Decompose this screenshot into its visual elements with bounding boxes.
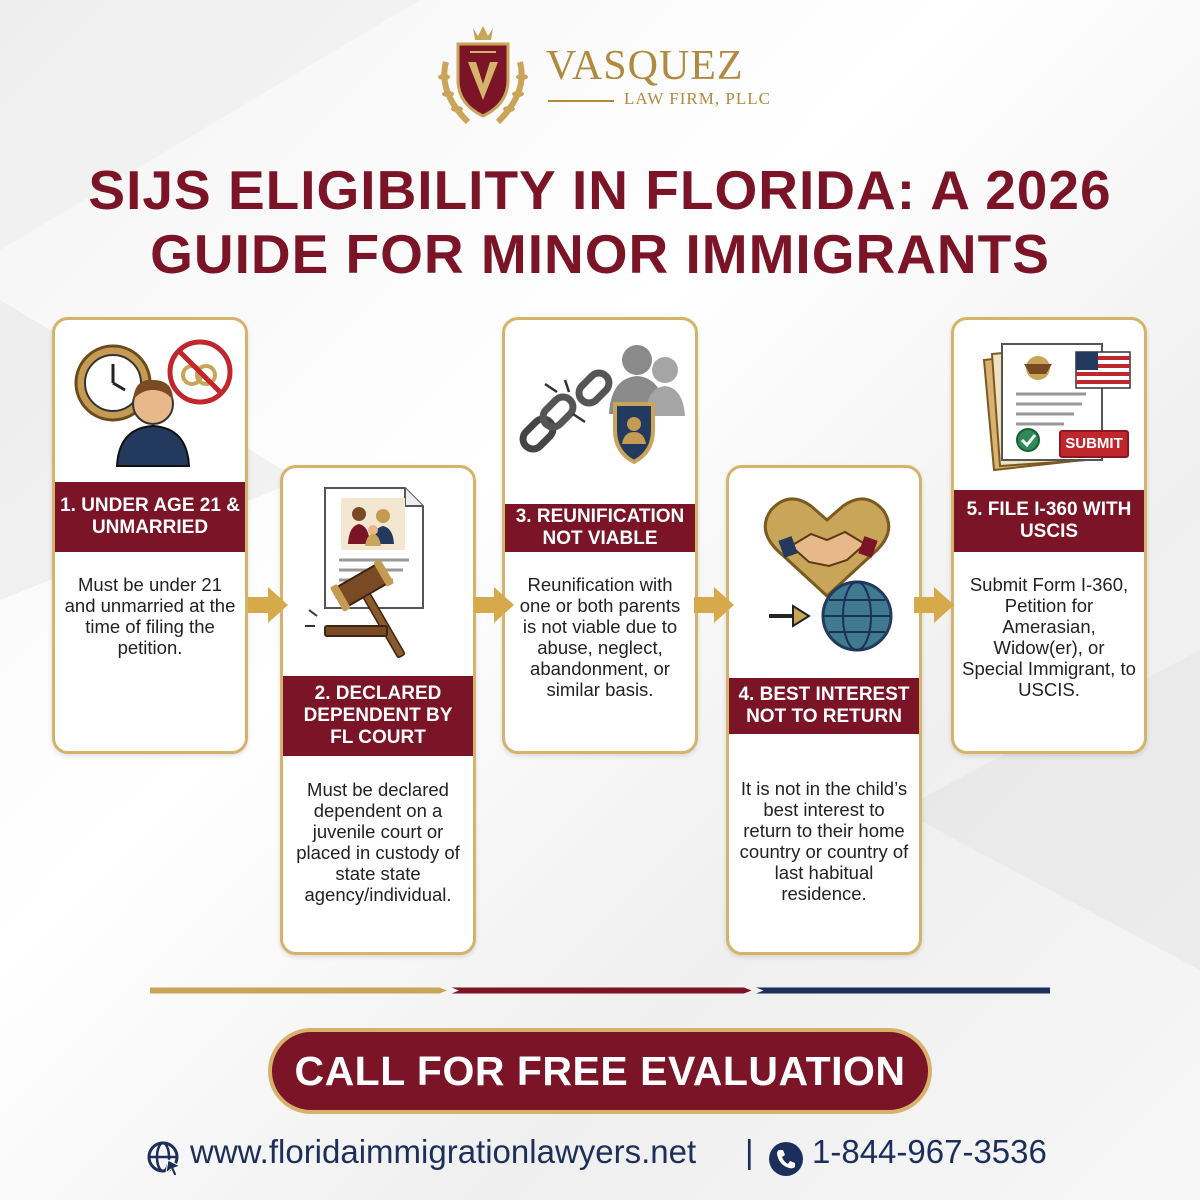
step-heading-3: 3. REUNIFICATION NOT VIABLE	[505, 504, 695, 552]
step-card-5	[951, 317, 1147, 754]
page-title-line-1: SIJS ELIGIBILITY IN FLORIDA: A 2026	[88, 159, 1112, 221]
laurel-shield-icon	[428, 22, 538, 132]
brand-name: VASQUEZ	[546, 43, 744, 89]
step-arrow-2-icon	[472, 583, 516, 627]
document-gavel-icon	[283, 468, 476, 668]
step-heading-4: 4. BEST INTEREST NOT TO RETURN	[729, 678, 919, 734]
globe-cursor-icon	[146, 1140, 184, 1178]
step-card-1	[52, 317, 248, 754]
step-arrow-3-icon	[692, 583, 736, 627]
step-description-1: Must be under 21 and unmarried at the time of filing the petition.	[64, 574, 236, 658]
submit-stamp: SUBMIT	[1059, 430, 1129, 458]
contact-separator: |	[745, 1133, 754, 1170]
step-heading-5: 5. FILE I-360 WITH USCIS	[954, 490, 1144, 552]
step-card-3	[502, 317, 698, 754]
step-description-3: Reunification with one or both parents is not viable due to abuse, neglect, abandonment, or similar basis.	[519, 574, 681, 700]
brand-divider	[548, 100, 614, 102]
tricolor-divider	[0, 986, 1200, 995]
page-title-line-2: GUIDE FOR MINOR IMMIGRANTS	[150, 223, 1050, 285]
step-description-2: Must be declared dependent on a juvenile court or placed in custody of state state agency/individual.	[296, 779, 460, 905]
step-card-4	[726, 465, 922, 955]
step-card-2	[280, 465, 476, 955]
call-evaluation-button[interactable]: CALL FOR FREE EVALUATION	[268, 1028, 932, 1114]
broken-chain-shield-icon	[505, 320, 698, 490]
brand-subtitle: LAW FIRM, PLLC	[624, 89, 771, 108]
heart-handshake-globe-icon	[729, 468, 922, 668]
step-arrow-4-icon	[912, 583, 956, 627]
phone-icon	[767, 1140, 805, 1178]
step-heading-1: 1. UNDER AGE 21 & UNMARRIED	[55, 482, 245, 552]
clock-person-no-ring-icon	[55, 320, 248, 490]
step-heading-2: 2. DECLARED DEPENDENT BY FL COURT	[283, 676, 473, 756]
brand-logo	[428, 22, 778, 132]
step-arrow-1-icon	[246, 583, 290, 627]
step-description-4: It is not in the child’s best interest to return to their home country or country of last habitual residence.	[739, 778, 909, 904]
form-flag-submit-icon	[954, 320, 1147, 490]
website-link[interactable]: www.floridaimmigrationlawyers.net	[190, 1133, 697, 1170]
step-description-5: Submit Form I-360, Petition for Amerasian, Widow(er), or Special Immigrant, to USCIS.	[962, 574, 1136, 700]
phone-number-link[interactable]: 1-844-967-3536	[812, 1133, 1047, 1170]
